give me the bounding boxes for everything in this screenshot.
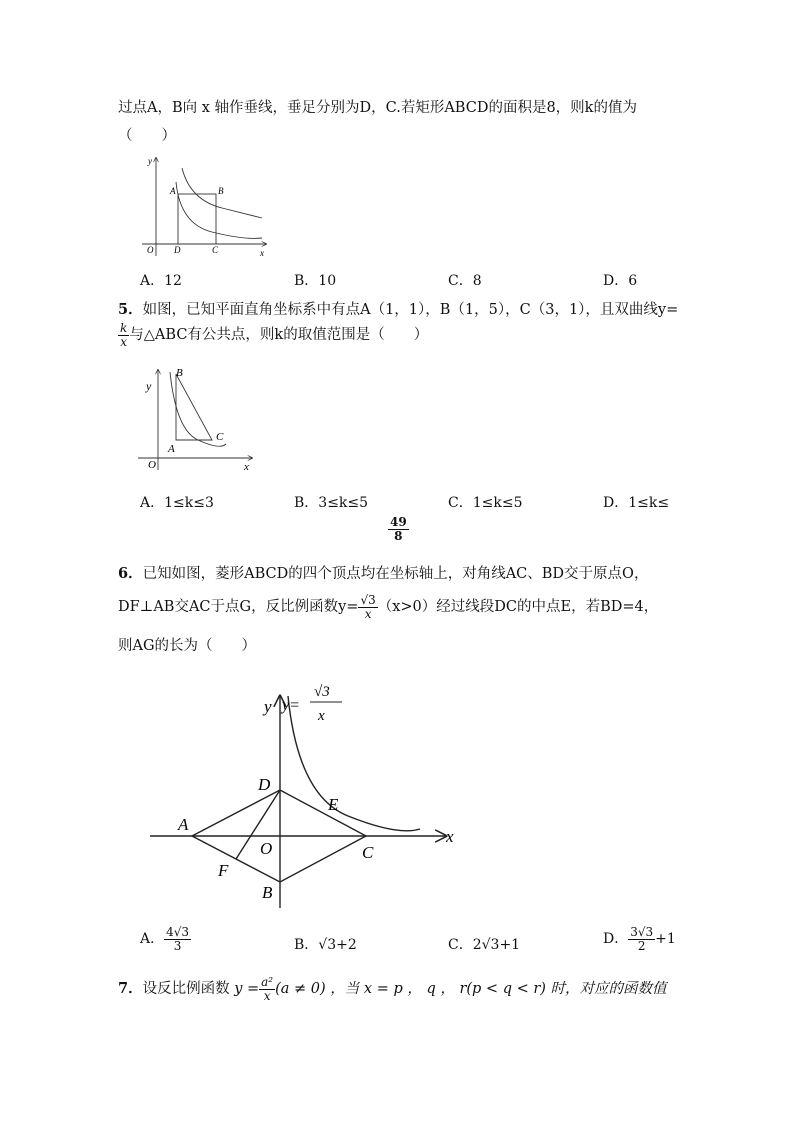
q6-label-o: O	[260, 839, 273, 858]
q6-option-a-den: 3	[173, 938, 182, 953]
q4-label-y: y	[148, 156, 152, 166]
q5-label-a: A	[168, 443, 175, 455]
q6-text-line2	[118, 594, 658, 620]
q6-option-c: C．2√3+1	[448, 937, 521, 953]
q6-option-a	[140, 926, 191, 952]
q6-number: 6．	[118, 565, 143, 582]
q6-label-a: A	[178, 815, 189, 834]
q5-frac-num: k	[120, 321, 128, 335]
q4-figure	[138, 152, 274, 260]
q6-figure	[148, 666, 468, 912]
q5-label-c: C	[216, 431, 224, 443]
q4-rectangle	[178, 194, 216, 244]
q4-option-d: D．6	[603, 273, 638, 289]
q5-text-1: 如图，已知平面直角坐标系中有点A（1，1），B（1，5），C（3，1），且双曲线y=	[142, 302, 679, 318]
q5-label-x: x	[244, 461, 249, 473]
q6-label-c: C	[362, 843, 374, 862]
q6-func-den: x	[364, 606, 372, 621]
q5-text-line2	[118, 322, 428, 348]
q5-figure	[136, 362, 258, 474]
q4-label-a: A	[170, 186, 176, 196]
q5-text-2: 与△ABC有公共点，则k的取值范围是（ ）	[129, 327, 429, 344]
q4-text-line2: （ ）	[118, 128, 176, 144]
q6-text-2a: DF⊥AB交AC于点G，反比例函数y=	[118, 599, 359, 616]
q6-label-f: F	[218, 861, 229, 880]
q7-text-a: 设反比例函数	[142, 981, 230, 998]
q4-option-c: C．8	[448, 273, 482, 289]
q4-option-b: B．10	[294, 273, 337, 289]
q6-label-e: E	[328, 795, 339, 814]
q6-option-a-num: 4√3	[166, 925, 190, 939]
q6-label-x: x	[446, 827, 454, 846]
q5-number: 5．	[118, 301, 143, 318]
q6-segment-df	[236, 790, 280, 859]
q5-frac-den: x	[120, 334, 128, 349]
q6-option-a-label: A．	[140, 931, 165, 948]
q5-text-line1	[118, 298, 678, 319]
q6-label-b: B	[262, 883, 273, 902]
q6-text-line3: 则AG的长为（ ）	[118, 638, 257, 654]
q6-label-d: D	[258, 775, 271, 794]
q4-label-x: x	[260, 248, 264, 258]
q6-func-lhs: y=	[282, 697, 300, 714]
q5-label-o: O	[148, 459, 156, 471]
q7-func-num: a²	[261, 975, 274, 989]
q6-func-num: √3	[360, 593, 376, 607]
q5-label-b: B	[176, 367, 183, 379]
q7-text-b: y =	[234, 981, 260, 998]
q6-option-b: B．√3+2	[294, 937, 357, 953]
q6-hyperbola	[288, 696, 420, 831]
q6-option-d-label: D．	[603, 931, 629, 948]
q7-func-den: x	[263, 988, 271, 1003]
q4-label-b: B	[218, 186, 224, 196]
q6-option-d	[603, 926, 676, 952]
q7-text-d: x = p ， q ， r(p < q < r) 时，对应的函数值	[363, 981, 667, 998]
q5-label-y: y	[146, 379, 152, 393]
q4-text-line1: 过点A，B向 x 轴作垂线，垂足分别为D，C.若矩形ABCD的面积是8，则k的值为	[118, 100, 637, 116]
q6-label-y: y	[264, 697, 272, 716]
q7-number: 7．	[118, 980, 143, 998]
q6-func-num-fig: √3	[314, 684, 330, 700]
q6-func-fraction	[358, 594, 377, 620]
q6-text-2b: （x>0）经过线段DC的中点E，若BD=4，	[377, 599, 659, 616]
q5-option-d: D．1≤k≤	[603, 495, 670, 511]
q4-label-d: D	[174, 245, 181, 255]
q5-option-b: B．3≤k≤5	[294, 495, 369, 511]
q6-option-d-num: 3√3	[630, 925, 654, 939]
q4-label-c: C	[212, 245, 219, 255]
q5-option-d-fraction	[388, 516, 409, 542]
q7-text-line1	[118, 976, 667, 1002]
q4-label-o: O	[147, 245, 154, 255]
q4-option-a: A．12	[140, 273, 182, 289]
q6-option-d-tail: +1	[655, 931, 676, 948]
q5-fraction	[118, 322, 129, 348]
q6-text-1: 已知如图，菱形ABCD的四个顶点均在坐标轴上，对角线AC、BD交于原点O，	[142, 566, 649, 582]
q5-option-d-den: 8	[394, 528, 403, 543]
q5-option-c: C．1≤k≤5	[448, 495, 523, 511]
q6-text-line1	[118, 562, 648, 583]
q6-func-den-fig: x	[318, 708, 325, 724]
q7-func-fraction	[259, 976, 275, 1002]
q7-text-c: (a ≠ 0) ，当	[275, 981, 360, 998]
q5-triangle	[176, 374, 212, 440]
q6-option-d-den: 2	[637, 938, 646, 953]
q5-option-d-num: 49	[390, 515, 407, 529]
q5-option-a: A．1≤k≤3	[140, 495, 214, 511]
